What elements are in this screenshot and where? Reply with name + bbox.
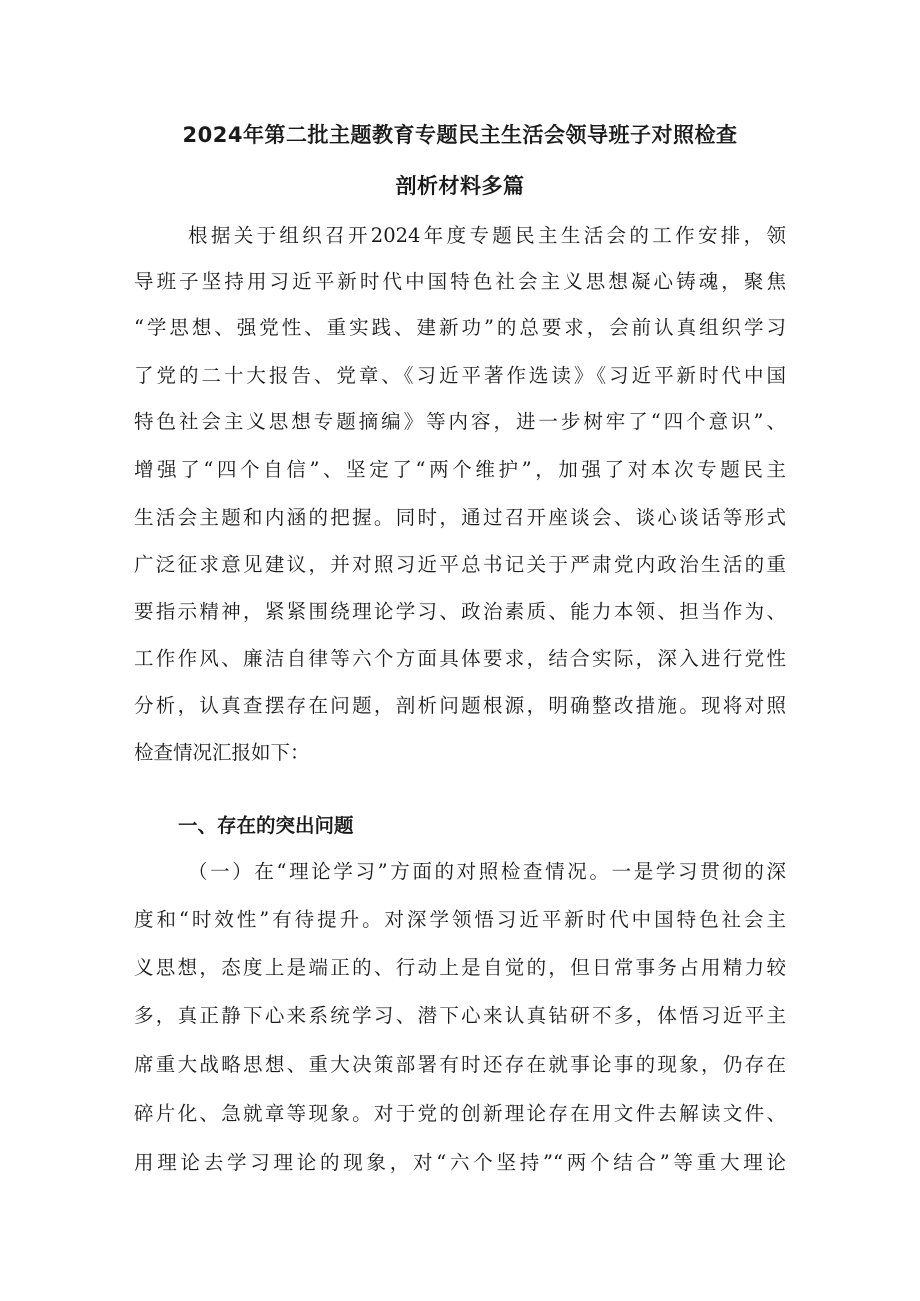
section-line: （一）在“理论学习”方面的对照检查情况。一是学习贯彻的深 bbox=[188, 860, 786, 883]
intro-line: 工作作风、廉洁自律等六个方面具体要求，结合实际，深入进行党性 bbox=[134, 647, 786, 670]
intro-line: 导班子坚持用习近平新时代中国特色社会主义思想凝心铸魂，聚焦 bbox=[134, 270, 786, 293]
section-line: 多，真正静下心来系统学习、潜下心来认真钻研不多，体悟习近平主 bbox=[134, 1004, 786, 1027]
intro-line: 特色社会主义思想专题摘编》等内容，进一步树牢了“四个意识”、 bbox=[134, 410, 786, 433]
intro-line: 分析，认真查摆存在问题，剖析问题根源，明确整改措施。现将对照 bbox=[134, 694, 786, 717]
intro-line: 生活会主题和内涵的把握。同时，通过召开座谈会、谈心谈话等形式 bbox=[134, 506, 786, 529]
section-line: 碎片化、急就章等现象。对于党的创新理论存在用文件去解读文件、 bbox=[134, 1102, 786, 1125]
intro-line: 根据关于组织召开2024年度专题民主生活会的工作安排，领 bbox=[188, 224, 786, 247]
intro-line: 了党的二十大报告、党章、《习近平著作选读》《习近平新时代中国 bbox=[134, 364, 786, 387]
document-title-line-1: 2024年第二批主题教育专题民主生活会领导班子对照检查 bbox=[182, 123, 738, 147]
section-line: 用理论去学习理论的现象，对“六个坚持”“两个结合”等重大理论 bbox=[134, 1151, 786, 1174]
intro-line: 检查情况汇报如下： bbox=[134, 741, 310, 764]
section-heading: 一、存在的突出问题 bbox=[178, 814, 354, 837]
intro-line: 增强了“四个自信”、坚定了“两个维护”，加强了对本次专题民主 bbox=[134, 458, 786, 481]
intro-line: “学思想、强党性、重实践、建新功”的总要求，会前认真组织学习 bbox=[134, 316, 786, 339]
intro-line: 广泛征求意见建议，并对照习近平总书记关于严肃党内政治生活的重 bbox=[134, 553, 786, 576]
section-line: 度和“时效性”有待提升。对深学领悟习近平新时代中国特色社会主 bbox=[134, 908, 786, 931]
intro-line: 要指示精神，紧紧围绕理论学习、政治素质、能力本领、担当作为、 bbox=[134, 600, 786, 623]
document-title-line-2: 剖析材料多篇 bbox=[395, 174, 525, 198]
section-line: 义思想，态度上是端正的、行动上是自觉的，但日常事务占用精力较 bbox=[134, 956, 786, 979]
section-line: 席重大战略思想、重大决策部署有时还存在就事论事的现象，仍存在 bbox=[134, 1053, 786, 1076]
